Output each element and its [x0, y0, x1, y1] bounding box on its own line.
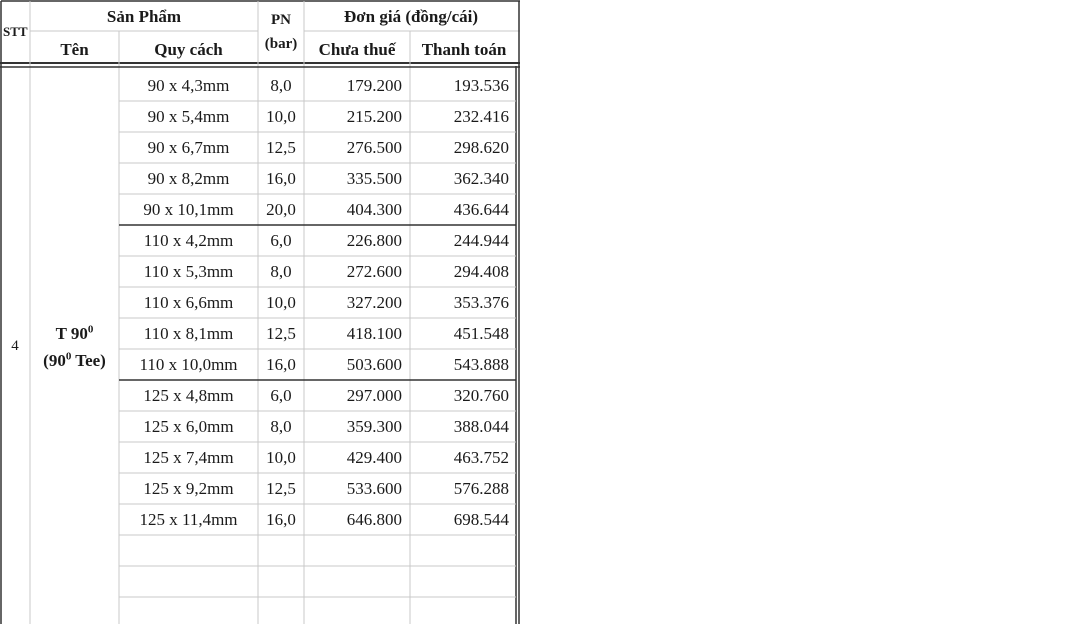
spec-cell: 125 x 7,4mm — [143, 448, 234, 467]
pre-tax-cell: 503.600 — [346, 355, 402, 374]
header-san-pham: Sản Phẩm — [106, 7, 182, 26]
total-cell: 294.408 — [453, 262, 509, 281]
total-cell: 463.752 — [453, 448, 509, 467]
header-chua-thue: Chưa thuế — [318, 40, 396, 59]
pre-tax-cell: 179.200 — [346, 76, 402, 95]
pre-tax-cell: 359.300 — [346, 417, 402, 436]
spec-cell: 110 x 10,0mm — [139, 355, 238, 374]
pn-cell: 20,0 — [266, 200, 296, 219]
pn-cell: 12,5 — [266, 324, 296, 343]
pre-tax-cell: 297.000 — [346, 386, 402, 405]
spec-cell: 125 x 6,0mm — [143, 417, 234, 436]
pre-tax-cell: 215.200 — [346, 107, 402, 126]
header-quy-cach: Quy cách — [154, 40, 223, 59]
pn-cell: 10,0 — [266, 107, 296, 126]
total-cell: 698.544 — [453, 510, 509, 529]
spec-cell: 110 x 6,6mm — [143, 293, 234, 312]
spec-cell: 90 x 6,7mm — [147, 138, 230, 157]
product-stt: 4 — [11, 338, 19, 354]
pn-cell: 8,0 — [270, 262, 292, 281]
pn-cell: 16,0 — [266, 510, 296, 529]
spec-cell: 110 x 5,3mm — [143, 262, 234, 281]
spec-cell: 110 x 4,2mm — [143, 231, 234, 250]
spec-cell: 110 x 8,1mm — [143, 324, 234, 343]
spec-cell: 125 x 11,4mm — [139, 510, 238, 529]
pn-cell: 12,5 — [266, 479, 296, 498]
spec-cell: 90 x 4,3mm — [147, 76, 230, 95]
pn-cell: 16,0 — [266, 169, 296, 188]
total-cell: 451.548 — [453, 324, 509, 343]
total-cell: 543.888 — [453, 355, 509, 374]
header-pn: PN — [271, 12, 291, 28]
pre-tax-cell: 335.500 — [346, 169, 402, 188]
header-pn-unit: (bar) — [264, 36, 298, 52]
pre-tax-cell: 272.600 — [346, 262, 402, 281]
total-cell: 576.288 — [453, 479, 509, 498]
spec-cell: 90 x 5,4mm — [147, 107, 230, 126]
total-cell: 320.760 — [453, 386, 509, 405]
header-thanh-toan: Thanh toán — [421, 40, 507, 59]
product-name-sub-open: (90 — [43, 351, 66, 370]
pre-tax-cell: 327.200 — [346, 293, 402, 312]
total-cell: 436.644 — [453, 200, 509, 219]
product-name-main-sup: 0 — [87, 323, 94, 336]
pre-tax-cell: 418.100 — [346, 324, 402, 343]
spec-cell: 90 x 8,2mm — [147, 169, 230, 188]
pn-cell: 10,0 — [266, 293, 296, 312]
spec-cell: 125 x 4,8mm — [143, 386, 234, 405]
product-name-sub — [30, 345, 119, 376]
spec-cell: 125 x 9,2mm — [143, 479, 234, 498]
pre-tax-cell: 404.300 — [346, 200, 402, 219]
header-ten: Tên — [60, 40, 89, 59]
pre-tax-cell: 276.500 — [346, 138, 402, 157]
total-cell: 244.944 — [453, 231, 509, 250]
product-name-main: T 90 — [55, 324, 88, 343]
pre-tax-cell: 226.800 — [346, 231, 402, 250]
pre-tax-cell: 646.800 — [346, 510, 402, 529]
total-cell: 193.536 — [453, 76, 509, 95]
total-cell: 298.620 — [453, 138, 509, 157]
pn-cell: 12,5 — [266, 138, 296, 157]
total-cell: 232.416 — [453, 107, 509, 126]
pn-cell: 10,0 — [266, 448, 296, 467]
pn-cell: 8,0 — [270, 76, 292, 95]
spec-cell: 90 x 10,1mm — [143, 200, 234, 219]
pre-tax-cell: 533.600 — [346, 479, 402, 498]
pn-cell: 8,0 — [270, 417, 292, 436]
pre-tax-cell: 429.400 — [346, 448, 402, 467]
header-stt: STT — [3, 24, 28, 39]
pn-cell: 6,0 — [270, 386, 292, 405]
total-cell: 353.376 — [453, 293, 509, 312]
pn-cell: 16,0 — [266, 355, 296, 374]
total-cell: 388.044 — [453, 417, 509, 436]
pn-cell: 6,0 — [270, 231, 292, 250]
product-name-sub-sup: 0 — [65, 350, 72, 363]
product-name-sub-close: Tee) — [71, 351, 106, 370]
total-cell: 362.340 — [453, 169, 509, 188]
header-don-gia: Đơn giá (đồng/cái) — [343, 7, 479, 26]
